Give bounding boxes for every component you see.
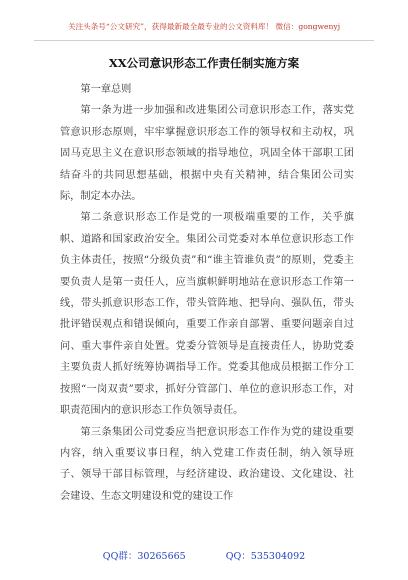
promo-header: 关注头条号“公文研究”，获得最新最全最专业的公文资料库！ 微信：gongwenyj: [34, 14, 374, 41]
document-title: XX公司意识形态工作责任制实施方案: [108, 56, 300, 70]
paragraph-article-3: 第三条集团公司党委应当把意识形态工作作为党的建设重要内容，纳入重要议事日程，纳入党建工作责任制，纳入领导班子、领导干部目标管理，与经济建设、政治建设、文化建设、社会建设、生态文明建设和党的建设工作: [60, 426, 354, 502]
qq-group-number: QQ群：30265665: [102, 551, 186, 562]
paragraph-article-2: 第二条意识形态工作是党的一项极端重要的工作，关乎旗帜、道路和国家政治安全。集团公司党委对本单位意识形态工作负主体责任，按照“分级负责”和“谁主管谁负责”的原则，党委主要负责人是第一责任人，应当旗帜鲜明地站在意识形态工作第一线，带头抓意识形态工作，带头管阵地、把导向、强队伍，带头批评错误观点和错误倾向，重要工作亲自部署、重要问题亲自过问、重大事件亲自处置。党委分管领导是直接责任人，协助党委主要负责人抓好统筹协调指导工作。党委其他成员根据工作分工按照“一岗双责”要求，抓好分管部门、单位的意识形态工作，对职责范围内的意识形态工作负领导责任。: [60, 212, 354, 417]
chapter-heading: 第一章总则: [80, 84, 132, 95]
qq-number: QQ：535304092: [225, 551, 306, 562]
document-body: [60, 79, 354, 507]
contact-footer: [0, 548, 408, 562]
paragraph-article-1: 第一条为进一步加强和改进集团公司意识形态工作，落实党管意识形态原则，牢牢掌握意识形态工作的领导权和主动权，巩固马克思主义在意识形态领域的指导地位，巩固全体干部职工团结奋斗的共同思想基础，根据中央有关精神，结合集团公司实际，制定本办法。: [60, 105, 354, 203]
